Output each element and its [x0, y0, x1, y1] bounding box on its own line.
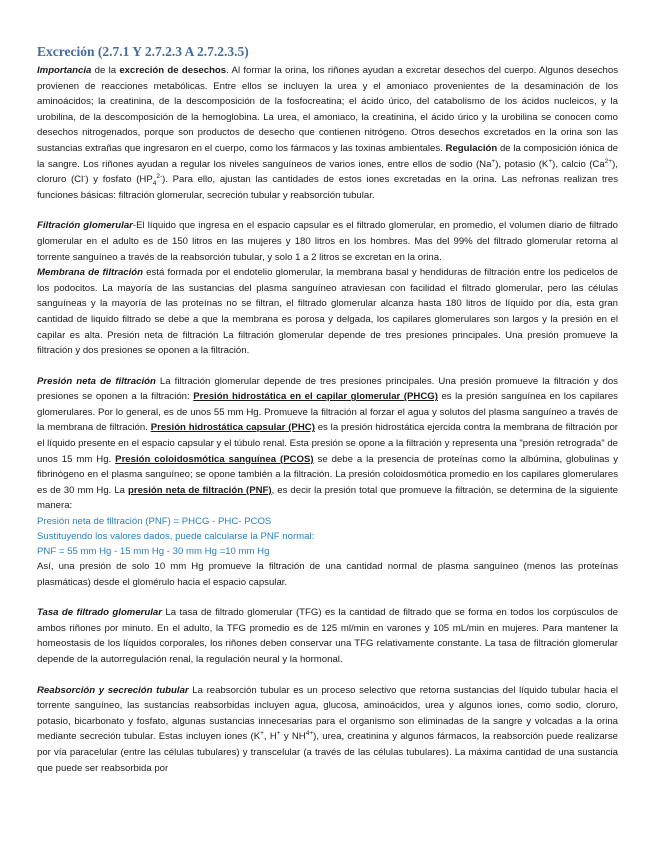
formula-line-3: PNF = 55 mm Hg - 15 mm Hg - 30 mm Hg =10 mm Hg	[37, 546, 270, 558]
term-filtracion-glomerular: Filtración glomerular	[37, 220, 133, 232]
document-page	[37, 44, 618, 776]
term-pnf: presión neta de filtración (PNF)	[128, 484, 272, 496]
section-title: Excreción (2.7.1 Y 2.7.2.3 A 2.7.2.3.5)	[37, 44, 249, 59]
paragraph-importancia: Importancia de la excreción de desechos. Al formar la orina, los riñones ayudan a excretar desechos del cuerpo. Algunos desechos provienen de reacciones metabólicas. Entre ellos se incluyen la urea y el amoniaco provenientes de la desaminación de los aminoácidos; la creatinina, de la descomposición de la fosfocreatina; el ácido úrico, del catabolismo de los ácidos nucleicos, y la urobilina, de la descomposición de la hemoglobina. La urea, el amoniaco, la creatinina, el ácido úrico y la urobilina se conocen como desechos nitrogenados, porque son productos de desecho que contienen nitrógeno. Otros desechos excretados en la orina son las sustancias extrañas que ingresaron en el cuerpo, como los fármacos y las toxinas ambientales. Regulación de la composición iónica de la sangre. Los riñones ayudan a regular los niveles sanguíneos de varios iones, entre ellos de sodio (Na+), potasio (K+), calcio $(Ca^{2+})$, cloruro (Cl-) y fosfato $(HP_4^{2-})$. Para ello, ajustan las cantidades de estos iones excretadas en la orina. Las nefronas realizan tres funciones básicas: filtración glomerular, secreción tubular y reabsorción tubular.	[37, 65, 619, 201]
paragraph-reabsorcion: Reabsorción y secreción tubular La reabsorción tubular es un proceso selectivo que retorna sustancias del líquido tubular hacia el torrente sanguíneo, las sustancias reabsorbidas incluyen agua, glucosa, aminoácidos, urea y algunos iones, como sodio, cloruro, potasio, bicarbonato y fosfato, algunas sustancias innecesarias para el organismo son eliminadas de la sangre y volcadas a la orina mediante secreción tubular. Estas incluyen iones (K+, H+ y $NH^{4+}$), urea, creatinina y algunos fármacos, la reabsorción puede realizarse por vía paracelular (entre las células tubulares) y transcelular (a través de las células tubulares). La máxima cantidad de una sustancia que puede ser reabsorbida por	[37, 684, 619, 774]
term-membrana-filtracion: Membrana de filtración	[37, 267, 144, 279]
formula-line-1: Presión neta de filtración (PNF) = PHCG - PHC- PCOS	[37, 516, 272, 528]
term-presion-neta: Presión neta de filtración	[37, 375, 156, 387]
paragraph-asi: Así, una presión de solo 10 mm Hg promueve la filtración de una cantidad normal de plasma sanguíneo (menos las proteínas plasmáticas) desde el glomérulo hacia el espacio capsular.	[37, 561, 618, 588]
term-regulacion: Regulación	[445, 142, 498, 154]
formula-line-2: Sustituyendo los valores dados, puede calcularse la PNF normal:	[37, 531, 315, 543]
paragraph-tasa-filtrado: Tasa de filtrado glomerular La tasa de filtrado glomerular (TFG) es la cantidad de filtrado que se forma en todos los corpúsculos de ambos riñones por minuto. En el adulto, la TFG promedio es de 125 ml/min en varones y 105 mL/min en mujeres. Para mantener la homeostasis de los líquidos corporales, los riñones deben conservar una TFG relativamente constante. La tasa de filtración glomerular depende de la autorregulación renal, la regulación neural y la hormonal.	[37, 607, 619, 665]
term-tasa-filtrado: Tasa de filtrado glomerular	[37, 607, 162, 619]
paragraph-presion-neta: Presión neta de filtración La filtración glomerular depende de tres presiones principales. Una presión promueve la filtración y dos presiones se oponen a la filtración: Presión hidrostática en el capilar glomerular (PHCG) es la presión sanguínea en los capilares glomerulares. Por lo general, es de unos 55 mm Hg. Promueve la filtración al forzar el agua y solutos del plasma sanguíneo a través de la membrana de filtración. Presión hidrostática capsular (PHC) es la presión hidrostática ejercida contra la membrana de filtración por el líquido presente en el espacio capsular y el túbulo renal. Esta presión se opone a la filtración y representa una "presión retrograda" de unos 15 mm Hg. Presión coloidosmótica sanguínea (PCOS) se debe a la presencia de proteínas como la albúmina, globulinas y fibrinógeno en el plasma sanguíneo; se opone también a la filtración. La presión coloidosmótica promedio en los capilares glomerulares es de 30 mm Hg. La presión neta de filtración (PNF), es decir la presión total que promueve la filtración, se determina de la siguiente manera:	[37, 375, 619, 512]
term-phcg: Presión hidrostática en el capilar glomerular (PHCG)	[193, 391, 438, 403]
term-importancia: Importancia	[37, 65, 92, 76]
term-pcos: Presión coloidosmótica sanguínea (PCOS)	[115, 453, 314, 465]
term-phc: Presión hidrostática capsular (PHC)	[150, 422, 315, 434]
paragraph-membrana-filtracion: Membrana de filtración está formada por el endotelio glomerular, la membrana basal y hendiduras de filtración entre los pedicelos de los podocitos. La mayoría de las sustancias del plasma sanguíneo atraviesan con facilidad el filtrado glomerular, pero las células sanguíneas y la mayoría de las proteínas no se filtran, el filtrado glomerular alcanza hasta 180 litros de líquido por día, esta gran cantidad de liquido filtrado se debe a que la membrana es porosa y delgada, los capilares glomerulares son largos y la presión en el capilar es alta. Presión neta de filtración La filtración glomerular depende de tres presiones principales. Una presión promueve la filtración y dos presiones se oponen a la filtración.	[37, 267, 618, 357]
paragraph-filtracion-glomerular: Filtración glomerular-El líquido que ingresa en el espacio capsular es el filtrado glomerular, en promedio, el volumen diario de filtrado glomerular en el adulto es de 150 litros en las mujeres y 180 litros en los hombres. Mas del 99% del filtrado glomerular retorna al torrente sanguíneo a través de la reabsorción tubular, y solo 1 a 2 litros se excretan en la orina.	[37, 220, 618, 263]
term-reabsorcion: Reabsorción y secreción tubular	[37, 684, 189, 696]
term-excrecion-desechos: excreción de desechos	[119, 65, 227, 76]
